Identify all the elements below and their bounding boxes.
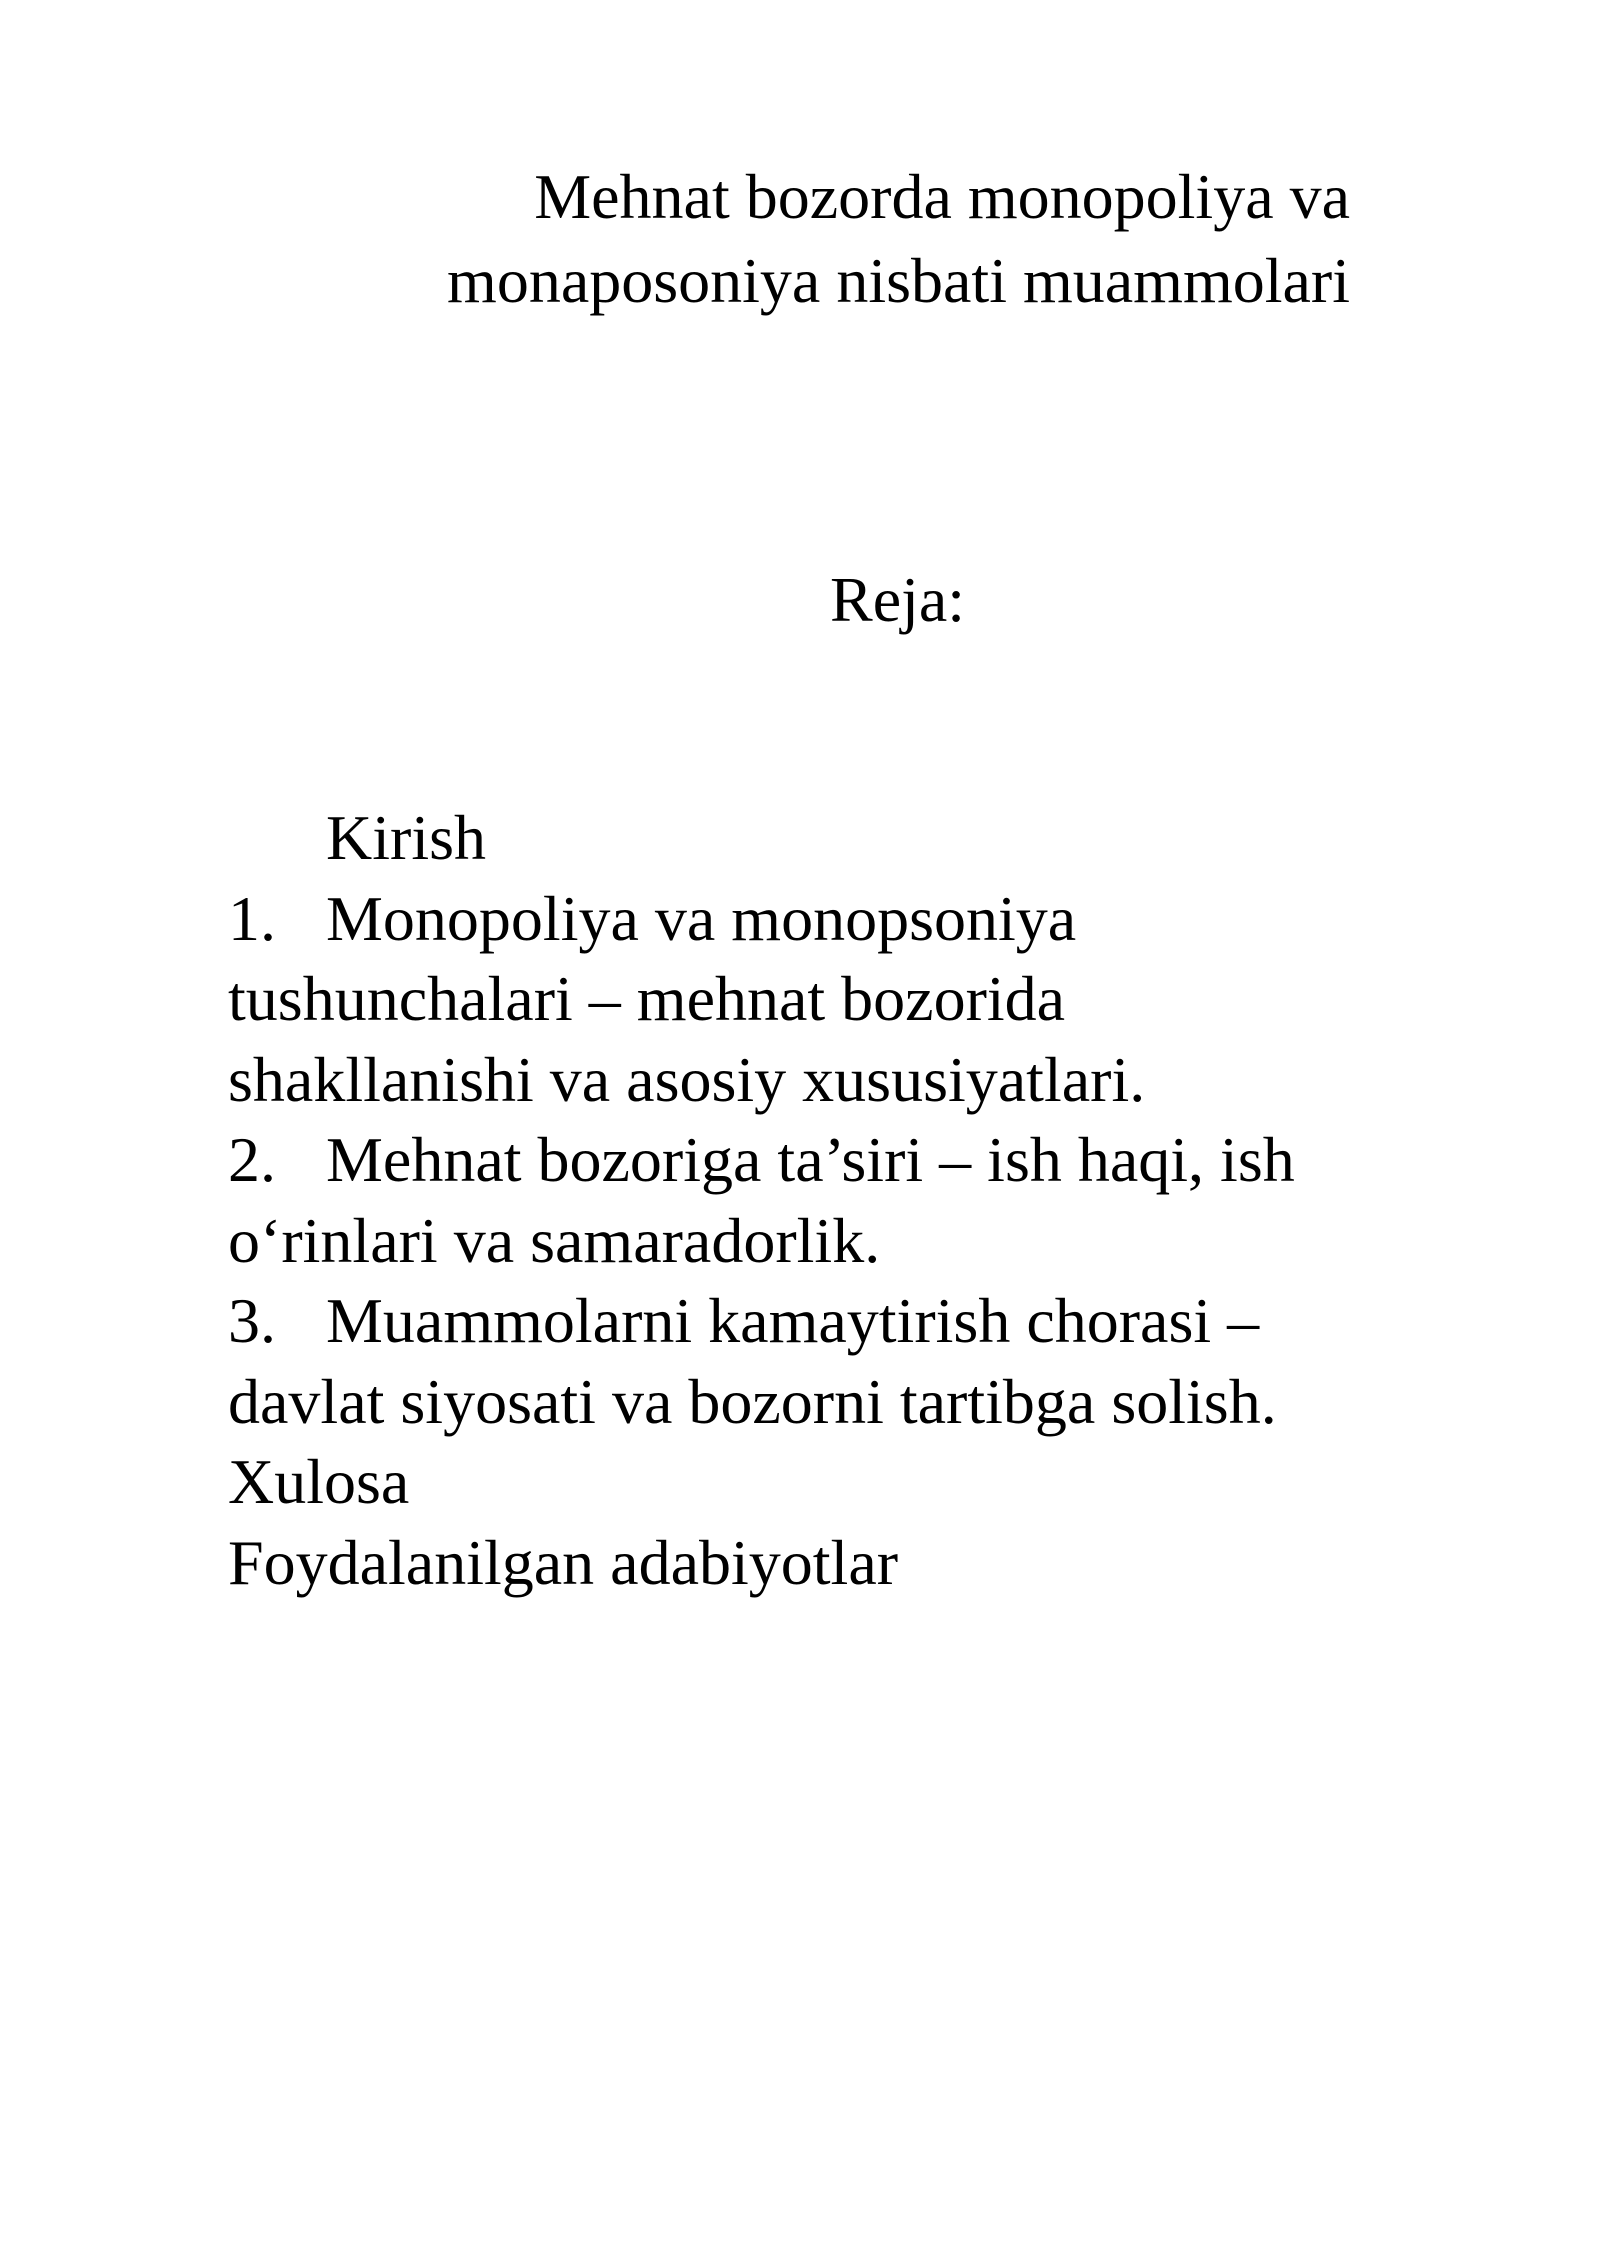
plan-item-text: tushunchalari – mehnat bozorida xyxy=(228,963,1066,1034)
plan-item-text: davlat siyosati va bozorni tartibga solish. xyxy=(228,1365,1277,1437)
title-line-1: Mehnat bozorda monopoliya va xyxy=(534,161,1350,232)
document-title xyxy=(200,155,1350,323)
plan-heading: Reja: xyxy=(830,564,966,635)
plan-item-text: Monopoliya va monopsoniya xyxy=(326,882,1077,954)
plan-item-number: 1. xyxy=(228,882,276,954)
plan-item-number: 3. xyxy=(228,1285,276,1356)
plan-item-3 xyxy=(228,1281,1428,1362)
plan-list xyxy=(228,798,1428,1603)
plan-item-text: Mehnat bozoriga ta’siri – ish haqi, ish xyxy=(326,1124,1295,1195)
plan-item-number: 2. xyxy=(228,1124,276,1195)
plan-item-text: o‘rinlari va samaradorlik. xyxy=(228,1204,881,1276)
title-line-2: monaposoniya nisbati muammolari xyxy=(447,245,1350,316)
plan-item-text: shakllanishi va asosiy xususiyatlari. xyxy=(228,1043,1146,1115)
plan-item-text: Muammolarni kamaytirish chorasi – xyxy=(326,1285,1260,1356)
plan-item-1 xyxy=(228,879,1428,960)
plan-item-2 xyxy=(228,1120,1428,1201)
plan-conclusion: Xulosa xyxy=(228,1446,410,1517)
plan-references: Foydalanilgan adabiyotlar xyxy=(228,1526,899,1598)
plan-intro: Kirish xyxy=(326,802,486,873)
